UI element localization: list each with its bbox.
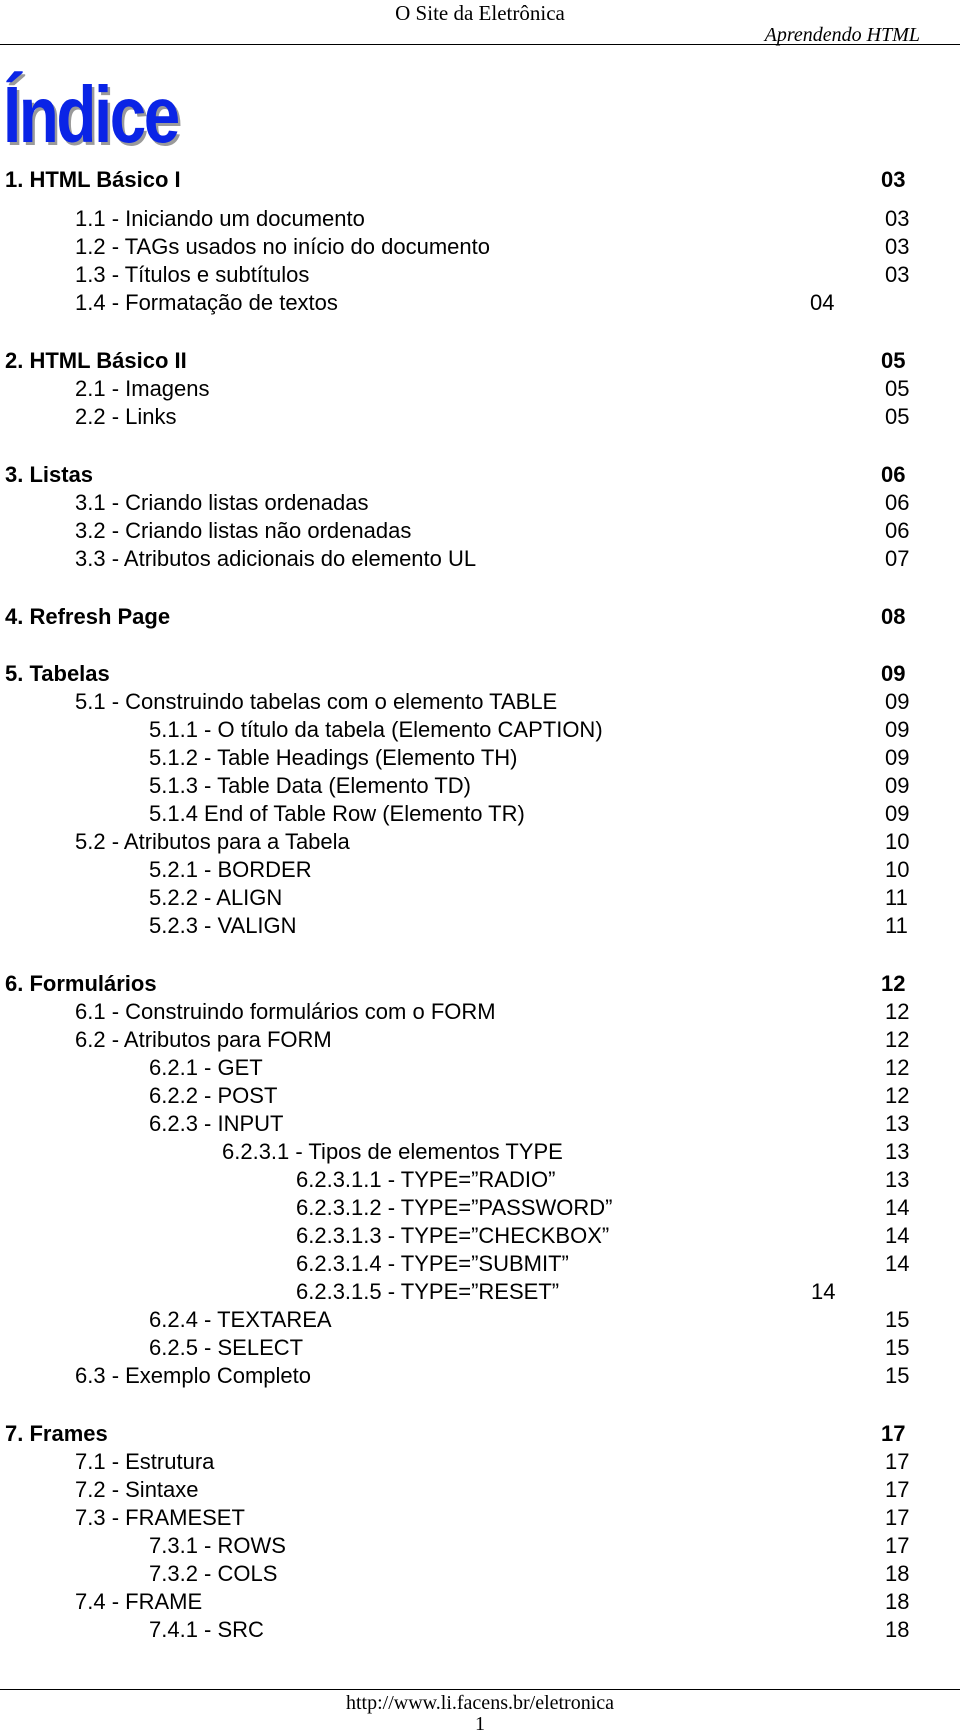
toc-page-number: 18 <box>885 1561 910 1586</box>
toc-item <box>0 744 960 772</box>
toc-section <box>0 347 960 375</box>
toc-section <box>0 1420 960 1448</box>
toc-label: 6.3 - Exemplo Completo <box>75 1363 311 1388</box>
toc-label: 6.1 - Construindo formulários com o FORM <box>75 999 496 1024</box>
toc-page-number: 04 <box>810 290 835 315</box>
toc-label: 4. Refresh Page <box>5 604 171 629</box>
toc-label: 1. HTML Básico I <box>5 167 181 192</box>
toc-label: 2.1 - Imagens <box>75 376 210 401</box>
toc-label: 2.2 - Links <box>75 404 177 429</box>
toc-label: 7.4.1 - SRC <box>149 1617 264 1642</box>
toc-item <box>0 375 960 403</box>
toc-label: 6. Formulários <box>5 971 157 996</box>
toc-item <box>0 233 960 261</box>
toc-label: 1.1 - Iniciando um documento <box>75 206 365 231</box>
toc-label: 5. Tabelas <box>5 661 110 686</box>
toc-page-number: 15 <box>885 1363 910 1388</box>
footer-divider <box>0 1689 960 1690</box>
toc-page-number: 08 <box>881 604 906 629</box>
toc-item <box>0 1334 960 1362</box>
toc-page-number: 09 <box>885 801 910 826</box>
toc-item <box>0 517 960 545</box>
toc-label: 7.3 - FRAMESET <box>75 1505 245 1530</box>
toc-page-number: 17 <box>885 1477 910 1502</box>
toc-page-number: 05 <box>881 348 906 373</box>
toc-label: 1.2 - TAGs usados no início do documento <box>75 234 490 259</box>
toc-page-number: 17 <box>885 1533 910 1558</box>
toc-item <box>0 800 960 828</box>
toc-page-number: 14 <box>811 1279 836 1304</box>
toc-page-number: 07 <box>885 546 910 571</box>
toc-label: 5.2.2 - ALIGN <box>149 885 283 910</box>
toc-item <box>0 1082 960 1110</box>
toc-page-number: 13 <box>885 1139 910 1164</box>
toc-label: 6.2.3.1.1 - TYPE=”RADIO” <box>296 1167 556 1192</box>
toc-label: 6.2.3 - INPUT <box>149 1111 284 1136</box>
toc-page-number: 06 <box>885 490 910 515</box>
toc-label: 6.2.2 - POST <box>149 1083 278 1108</box>
toc-item <box>0 884 960 912</box>
toc-page-number: 17 <box>885 1505 910 1530</box>
toc-item <box>0 1476 960 1504</box>
toc-item <box>0 1616 960 1644</box>
toc-page-number: 05 <box>885 376 910 401</box>
toc-page-number: 06 <box>885 518 910 543</box>
toc-section <box>0 660 960 688</box>
toc-label: 5.1.1 - O título da tabela (Elemento CAPTION) <box>149 717 603 742</box>
toc-item <box>0 205 960 233</box>
toc-page-number: 03 <box>885 262 910 287</box>
toc-item <box>0 1504 960 1532</box>
toc-label: 6.2.1 - GET <box>149 1055 263 1080</box>
toc-page-number: 13 <box>885 1167 910 1192</box>
toc-item <box>0 1306 960 1334</box>
toc-item <box>0 1362 960 1390</box>
toc-page-number: 11 <box>885 913 908 938</box>
toc-page-number: 18 <box>885 1589 910 1614</box>
toc-label: 6.2.3.1 - Tipos de elementos TYPE <box>222 1139 563 1164</box>
toc-label: 5.1.2 - Table Headings (Elemento TH) <box>149 745 518 770</box>
toc-page-number: 09 <box>885 717 910 742</box>
toc-label: 5.2.1 - BORDER <box>149 857 312 882</box>
toc-label: 3.1 - Criando listas ordenadas <box>75 490 369 515</box>
toc-item <box>0 1026 960 1054</box>
toc-item <box>0 688 960 716</box>
toc-label: 3.3 - Atributos adicionais do elemento UL <box>75 546 477 571</box>
toc-label: 5.2 - Atributos para a Tabela <box>75 829 350 854</box>
toc-item <box>0 1448 960 1476</box>
toc-label: 6.2 - Atributos para FORM <box>75 1027 332 1052</box>
toc-page-number: 09 <box>885 773 910 798</box>
toc-item <box>0 1110 960 1138</box>
toc-label: 6.2.3.1.5 - TYPE=”RESET” <box>296 1279 560 1304</box>
footer-url: http://www.li.facens.br/eletronica <box>345 1692 615 1714</box>
toc-page-number: 14 <box>885 1251 910 1276</box>
header-site-name: O Site da Eletrônica <box>395 1 565 25</box>
toc-page-number: 11 <box>885 885 908 910</box>
toc-section <box>0 970 960 998</box>
toc-item <box>0 1054 960 1082</box>
toc-label: 7.3.2 - COLS <box>149 1561 278 1586</box>
toc-label: 5.1 - Construindo tabelas com o elemento TABLE <box>75 689 558 714</box>
toc-label: 7.4 - FRAME <box>75 1589 203 1614</box>
toc-section <box>0 166 960 194</box>
toc-item <box>0 1560 960 1588</box>
toc-item <box>0 716 960 744</box>
toc-label: 5.2.3 - VALIGN <box>149 913 297 938</box>
toc-item <box>0 912 960 940</box>
toc-item <box>0 856 960 884</box>
toc-section <box>0 461 960 489</box>
toc-item <box>0 261 960 289</box>
toc-item <box>0 1250 960 1278</box>
toc-page-number: 05 <box>885 404 910 429</box>
toc-item <box>0 1588 960 1616</box>
toc-label: 1.4 - Formatação de textos <box>75 290 338 315</box>
toc-page-number: 10 <box>885 857 910 882</box>
toc-label: 6.2.4 - TEXTAREA <box>149 1307 332 1332</box>
toc-item <box>0 1138 960 1166</box>
toc-page-number: 09 <box>885 745 910 770</box>
toc-page-number: 12 <box>885 1055 910 1080</box>
toc-item <box>0 1166 960 1194</box>
toc-page-number: 15 <box>885 1307 910 1332</box>
toc-page-number: 17 <box>881 1421 906 1446</box>
toc-page-number: 18 <box>885 1617 910 1642</box>
toc-page-number: 09 <box>885 689 910 714</box>
toc-page-number: 17 <box>885 1449 910 1474</box>
toc-label: 1.3 - Títulos e subtítulos <box>75 262 310 287</box>
toc-page-number: 12 <box>885 1083 910 1108</box>
toc-label: 5.1.3 - Table Data (Elemento TD) <box>149 773 472 798</box>
toc-item <box>0 545 960 573</box>
toc-item <box>0 1194 960 1222</box>
toc-label: 3.2 - Criando listas não ordenadas <box>75 518 412 543</box>
toc-page-number: 12 <box>881 971 906 996</box>
toc-item <box>0 489 960 517</box>
toc-page-number: 12 <box>885 999 910 1024</box>
toc-item <box>0 1532 960 1560</box>
toc-section <box>0 603 960 631</box>
toc-page-number: 09 <box>881 661 906 686</box>
toc-label: 3. Listas <box>5 462 94 487</box>
toc-label: 6.2.3.1.2 - TYPE=”PASSWORD” <box>296 1195 613 1220</box>
toc-label: 6.2.3.1.4 - TYPE=”SUBMIT” <box>296 1251 569 1276</box>
toc-label: 6.2.5 - SELECT <box>149 1335 304 1360</box>
toc-page-number: 13 <box>885 1111 910 1136</box>
page-title: Índice <box>3 70 178 159</box>
toc-label: 7.1 - Estrutura <box>75 1449 215 1474</box>
toc-page-number: 03 <box>885 206 910 231</box>
toc-label: 2. HTML Básico II <box>5 348 187 373</box>
toc-label: 7.3.1 - ROWS <box>149 1533 286 1558</box>
toc-item <box>0 289 960 317</box>
toc-page-number: 15 <box>885 1335 910 1360</box>
toc-item <box>0 1278 960 1306</box>
toc-label: 7.2 - Sintaxe <box>75 1477 199 1502</box>
toc-item <box>0 1222 960 1250</box>
toc-item <box>0 403 960 431</box>
toc-page-number: 14 <box>885 1223 910 1248</box>
header-course-title: Aprendendo HTML <box>764 24 920 46</box>
toc-page-number: 03 <box>885 234 910 259</box>
toc-page-number: 06 <box>881 462 906 487</box>
toc-item <box>0 998 960 1026</box>
toc-item <box>0 828 960 856</box>
footer-page-number: 1 <box>475 1713 485 1735</box>
toc-page-number: 03 <box>881 167 906 192</box>
toc-label: 7. Frames <box>5 1421 108 1446</box>
toc-label: 6.2.3.1.3 - TYPE=”CHECKBOX” <box>296 1223 610 1248</box>
toc-label: 5.1.4 End of Table Row (Elemento TR) <box>149 801 525 826</box>
toc-page-number: 14 <box>885 1195 910 1220</box>
toc-page-number: 10 <box>885 829 910 854</box>
toc-page-number: 12 <box>885 1027 910 1052</box>
toc-item <box>0 772 960 800</box>
